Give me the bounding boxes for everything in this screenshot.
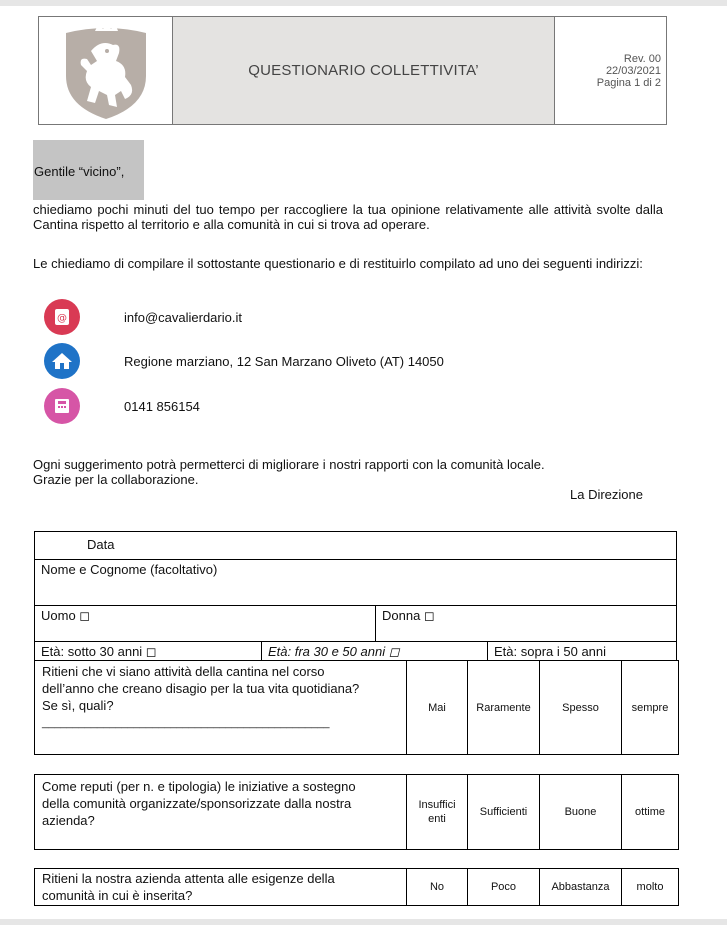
option-uomo[interactable] xyxy=(34,605,376,642)
field-nome-cognome[interactable] xyxy=(34,559,677,606)
option-eta-30-50[interactable] xyxy=(261,641,488,661)
closing-line-1: Ogni suggerimento potrà permetterci di migliorare i nostri rapporti con la comunità locale. xyxy=(33,457,545,472)
option-eta-under-30[interactable] xyxy=(34,641,262,661)
option-eta1-label: Età: sotto 30 anni ◻ xyxy=(41,644,157,659)
revision-number: Rev. 00 xyxy=(623,52,661,65)
instruction-paragraph: Le chiediamo di compilare il sottostante questionario e di restituirlo compilato ad uno dei seguenti indirizzi: xyxy=(33,256,643,271)
q3-option-no[interactable]: No xyxy=(406,868,468,906)
question-3-text: Ritieni la nostra azienda attenta alle esigenze della comunità in cui è inserita? xyxy=(42,871,335,903)
field-data-label: Data xyxy=(87,537,115,552)
svg-text:@: @ xyxy=(57,313,67,324)
contact-address xyxy=(44,343,644,379)
field-nome-label: Nome e Cognome (facoltativo) xyxy=(41,562,218,577)
option-eta-over-50[interactable] xyxy=(487,641,677,661)
lion-shield-icon xyxy=(61,21,151,121)
intro-paragraph: chiediamo pochi minuti del tuo tempo per raccogliere la tua opinione relativamente alle attività svolte dalla Cantina rispetto al territorio e alla comunità in cui si trova ad operare. xyxy=(33,202,663,232)
page-number: Pagina 1 di 2 xyxy=(596,76,661,89)
q2-option-buone[interactable]: Buone xyxy=(539,774,622,850)
email-icon xyxy=(44,299,80,335)
question-2-text: Come reputi (per n. e tipologia) le iniziative a sostegno della comunità organizzate/sponsorizzate dalla nostra azienda? xyxy=(42,779,356,828)
option-donna-label: Donna ◻ xyxy=(382,608,435,623)
option-eta2-label: Età: fra 30 e 50 anni ◻ xyxy=(268,644,400,659)
q3-option-molto[interactable]: molto xyxy=(621,868,679,906)
q2-option-ottime[interactable]: ottime xyxy=(621,774,679,850)
fax-icon xyxy=(44,388,80,424)
question-1-text: Ritieni che vi siano attività della cantina nel corso dell’anno che creano disagio per la tua vita quotidiana? Se sì, quali? _______________________________________________ xyxy=(42,664,360,729)
document-header xyxy=(38,16,667,125)
option-donna[interactable] xyxy=(375,605,677,642)
question-3 xyxy=(34,868,407,906)
option-uomo-label: Uomo ◻ xyxy=(41,608,91,623)
q1-option-mai[interactable]: Mai xyxy=(406,660,468,755)
q1-option-raramente[interactable]: Raramente xyxy=(467,660,540,755)
revision-date: 22/03/2021 xyxy=(605,64,661,77)
home-icon xyxy=(44,343,80,379)
revision-block xyxy=(555,17,666,124)
q2-option-insufficienti[interactable]: Insuffici enti xyxy=(406,774,468,850)
option-eta3-label: Età: sopra i 50 anni xyxy=(494,644,607,659)
document-page xyxy=(0,6,727,919)
contact-address-text: Regione marziano, 12 San Marzano Oliveto (AT) 14050 xyxy=(124,353,444,369)
document-title: QUESTIONARIO COLLETTIVITA’ xyxy=(173,17,555,124)
q3-option-poco[interactable]: Poco xyxy=(467,868,540,906)
question-1 xyxy=(34,660,407,755)
question-2 xyxy=(34,774,407,850)
q3-option-abbastanza[interactable]: Abbastanza xyxy=(539,868,622,906)
greeting-highlight xyxy=(33,140,144,200)
q1-option-spesso[interactable]: Spesso xyxy=(539,660,622,755)
company-logo xyxy=(39,17,173,124)
signature: La Direzione xyxy=(570,487,643,502)
closing-line-2: Grazie per la collaborazione. xyxy=(33,472,199,487)
q2-option-sufficienti[interactable]: Sufficienti xyxy=(467,774,540,850)
viewer-bottom-bar xyxy=(0,919,727,925)
contact-email-text: info@cavalierdario.it xyxy=(124,309,242,325)
contact-email xyxy=(44,299,644,335)
contact-fax-text: 0141 856154 xyxy=(124,398,200,414)
field-data[interactable] xyxy=(34,531,677,560)
q1-option-sempre[interactable]: sempre xyxy=(621,660,679,755)
greeting: Gentile “vicino”, xyxy=(34,164,125,179)
contact-fax xyxy=(44,388,644,424)
